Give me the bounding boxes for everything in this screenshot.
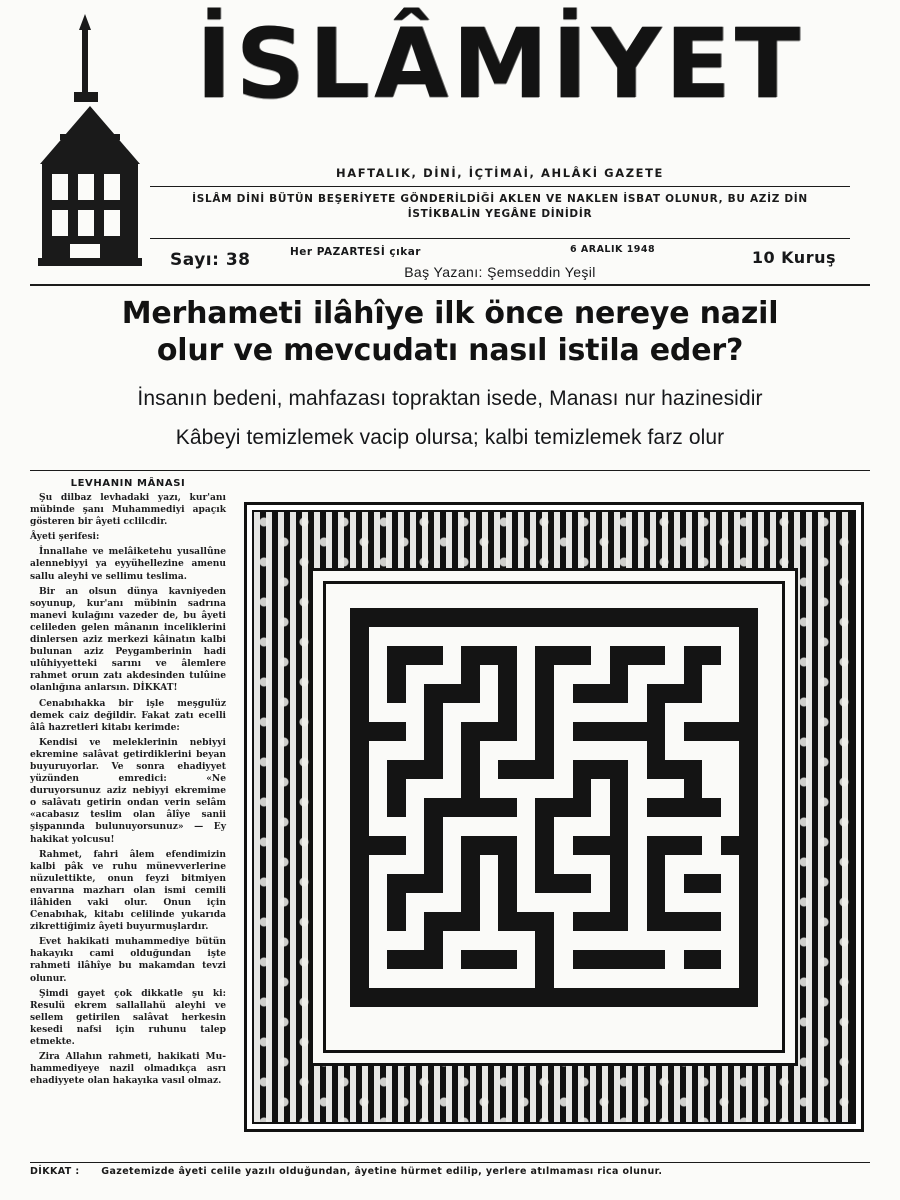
masthead-divider-top <box>150 186 850 187</box>
article-paragraph: Zira Allahın rahmeti, hakikati Muhammediyeye nazil olmadıkça asrı ehadiyyete olan hakayıka vasıl olmaz. <box>30 1051 226 1087</box>
headline-main-line2: olur ve mevcudatı nasıl istila eder? <box>156 332 744 368</box>
content-area <box>30 478 870 1158</box>
page-title: İSLÂMİYET <box>195 8 805 120</box>
masthead <box>0 0 900 290</box>
headline-subtitles <box>30 383 870 454</box>
footer-notice-label: DİKKAT : <box>30 1166 80 1177</box>
masthead-creed-line1: İSLÂM DİNİ BÜTÜN BEŞERİYETE GÖNDERİLDİĞİ AKLEN VE NAKLEN İSBAT OLUNUR, BU AZİZ DİN <box>192 193 808 205</box>
article-paragraph: Rahmet, fahri âlem efendimizin kalbi pâk ve ruhu münevverlerine nüzulettikte, onun feyzi bitmiyen envarına mazharı olan ismi cemili ilâhiden vaki olur. Onun için Cenabıhak, kitabı celilinde yukarıda zikrettiğimiz âyeti buyurmuşlardır. <box>30 848 226 933</box>
headline-sub-line1: İnsanın bedeni, mahfazası topraktan isede, Manası nur hazinesidir <box>137 387 763 411</box>
publication-frequency: Her PAZARTESİ çıkar <box>290 246 421 258</box>
masthead-tagline: HAFTALIK, DİNİ, İÇTİMAİ, AHLÂKİ GAZETE <box>335 166 665 180</box>
masthead-divider-mid <box>150 238 850 239</box>
publication-date: 6 ARALIK 1948 <box>570 244 656 255</box>
masthead-info-bar <box>150 242 850 282</box>
headline-block <box>30 296 870 454</box>
article-paragraph: Kendisi ve meleklerinin nebiyyi ekremine salâvat getirdiklerini beyan buyuruyorlar. Ve sonra ehadiyyet yüzünden emredici: «Ne duruyorsunuz aziz nebiyyi ekremime o salâvatı getirin ondan verin selâm «acabasız teslim olan âlîye sanii şişpanında bulunuyorsunuz» — Ey hakikat yolcusu! <box>30 736 226 845</box>
masthead-creed <box>150 192 850 222</box>
calligraphy-plate <box>244 502 864 1132</box>
article-paragraph: Âyeti şerifesi: <box>30 531 100 543</box>
footer-notice-text: Gazetemizde âyeti celile yazılı olduğundan, âyetine hürmet edilip, yerlere atılmaması rica olunur. <box>101 1166 663 1177</box>
plate-inner-frame <box>323 581 785 1053</box>
article-title: LEVHANIN MÂNASI <box>70 478 186 489</box>
article-paragraph: Cenabıhakka bir işle meşgulüz demek caiz değildir. Fakat zatı ecelli âlâ hazretleri kitabı kerimde: <box>30 697 226 733</box>
issue-number: Sayı: 38 <box>170 250 251 270</box>
article-column <box>30 478 226 1150</box>
article-paragraph: Şimdi gayet çok dikkatle şu ki: Resulü ekrem sallallahü aleyhi ve sellem getirilen salâvat herkesin kesedi nafsi için ruhunu talep etmekte. <box>30 987 226 1048</box>
footer-divider <box>30 1162 870 1163</box>
article-paragraph: Bir an olsun dünya kavniyeden soyunup, kur'anı mübinin sadrına manevi kulağını vazeder de, bu âyeti celileden gelen mânanın inceliklerini dinlersen aziz merkezi kâinatın kalbi bulunan aziz Peygamberinin hadi ulûhiyyetteki sarını ve âlemlere rahmet oruın zatı akdesinden tulûine olanlığına anlarsın. DİKKAT! <box>30 585 226 694</box>
masthead-creed-line2: İSTİKBALİN YEGÂNE DİNİDİR <box>407 208 593 221</box>
masthead-divider-bottom <box>30 284 870 286</box>
article-paragraph: Şu dilbaz levhadaki yazı, kur'anı mübinde şanı Muhammediyi apaçık gösteren bir âyeti cclilcdir. <box>30 492 226 528</box>
editor-credit: Baş Yazanı: Şemseddin Yeşil <box>404 264 596 280</box>
plate-matting <box>310 568 798 1066</box>
kufic-calligraphy <box>350 608 758 1026</box>
headline-divider <box>30 470 870 471</box>
headline-sub-line2: Kâbeyi temizlemek vacip olursa; kalbi temizlemek farz olur <box>175 425 725 449</box>
calligraphy-plate-frame <box>252 510 856 1124</box>
price-label: 10 Kuruş <box>751 248 836 267</box>
footer-notice <box>30 1166 870 1177</box>
headline-main-line1: Merhameti ilâhîye ilk önce nereye nazil <box>121 296 779 331</box>
headline-main <box>30 296 870 369</box>
article-paragraph: İnnallahe ve melâiketehu yusallûne alennebiyyi ya eyyühellezine amenu sallu aleyhi ve sellimu teslima. <box>30 546 226 582</box>
article-paragraph: Evet hakikati muhammediye bütün hakayıkı cami olduğundan işte rahmeti ilâhîye bu makamdan tevzi olunur. <box>30 936 226 984</box>
